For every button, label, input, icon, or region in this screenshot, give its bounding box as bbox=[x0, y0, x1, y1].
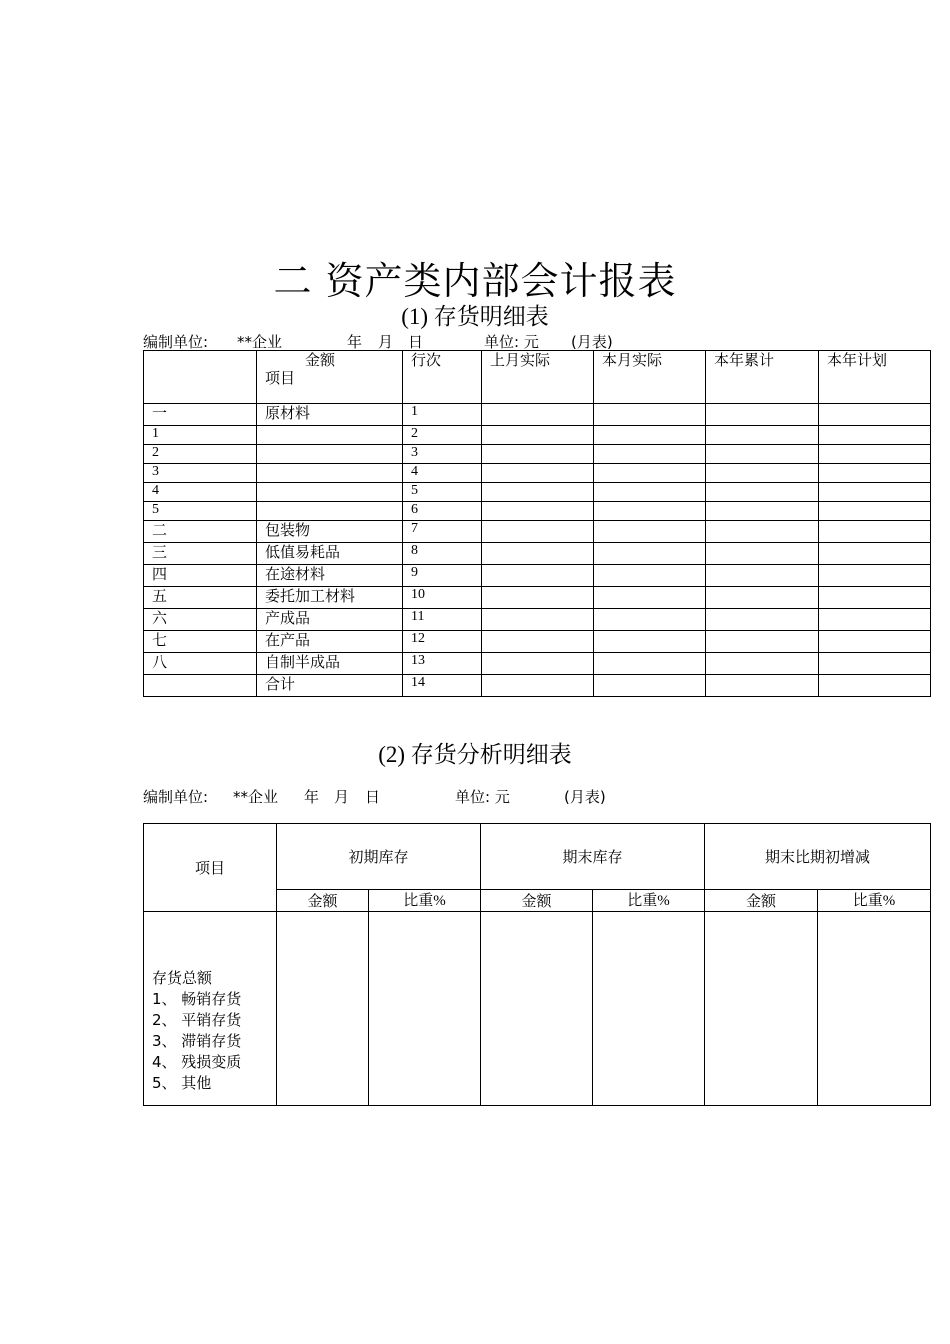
data-cell[interactable] bbox=[594, 426, 706, 445]
data-cell[interactable] bbox=[819, 631, 931, 653]
month-label: 月 bbox=[378, 333, 394, 351]
data-cell[interactable] bbox=[706, 426, 819, 445]
inventory-detail-table bbox=[143, 350, 931, 697]
data-cell[interactable] bbox=[594, 521, 706, 543]
row-line-no: 8 bbox=[403, 543, 482, 565]
data-cell[interactable] bbox=[594, 464, 706, 483]
header-line-no: 行次 bbox=[403, 351, 482, 404]
header-amount-1: 金额 bbox=[277, 890, 369, 912]
row-number: 五 bbox=[144, 587, 257, 609]
data-cell[interactable] bbox=[482, 426, 594, 445]
data-cell[interactable] bbox=[819, 404, 931, 426]
row-item-name: 在途材料 bbox=[257, 565, 403, 587]
data-cell[interactable] bbox=[706, 631, 819, 653]
data-cell[interactable] bbox=[819, 426, 931, 445]
row-number bbox=[144, 675, 257, 697]
data-cell[interactable] bbox=[706, 653, 819, 675]
data-cell[interactable] bbox=[277, 912, 369, 1106]
data-cell[interactable] bbox=[482, 483, 594, 502]
header-amount-2: 金额 bbox=[481, 890, 593, 912]
row-number: 八 bbox=[144, 653, 257, 675]
table-row bbox=[144, 631, 931, 653]
row-item-name bbox=[257, 445, 403, 464]
year-label: 年 bbox=[347, 333, 363, 351]
row-number: 四 bbox=[144, 565, 257, 587]
header-last-month: 上月实际 bbox=[482, 351, 594, 404]
data-cell[interactable] bbox=[706, 521, 819, 543]
row-item-name: 包装物 bbox=[257, 521, 403, 543]
data-cell[interactable] bbox=[594, 502, 706, 521]
data-cell[interactable] bbox=[594, 609, 706, 631]
data-cell[interactable] bbox=[706, 587, 819, 609]
header-amount-3: 金额 bbox=[705, 890, 818, 912]
list-item: 3、 滞销存货 bbox=[152, 1032, 242, 1050]
data-cell[interactable] bbox=[482, 464, 594, 483]
data-cell[interactable] bbox=[482, 502, 594, 521]
unit-label-2: 编制单位: bbox=[143, 788, 209, 806]
data-cell[interactable] bbox=[594, 587, 706, 609]
header-opening-stock: 初期库存 bbox=[277, 824, 481, 890]
data-cell[interactable] bbox=[819, 565, 931, 587]
data-cell[interactable] bbox=[706, 502, 819, 521]
day-label-2: 日 bbox=[365, 788, 381, 806]
data-cell[interactable] bbox=[594, 675, 706, 697]
data-cell[interactable] bbox=[706, 675, 819, 697]
row-number: 三 bbox=[144, 543, 257, 565]
header-closing-stock: 期末库存 bbox=[481, 824, 705, 890]
row-item-name: 在产品 bbox=[257, 631, 403, 653]
data-cell[interactable] bbox=[706, 445, 819, 464]
row-number: 3 bbox=[144, 464, 257, 483]
data-cell[interactable] bbox=[594, 653, 706, 675]
table-row bbox=[144, 464, 931, 483]
data-cell[interactable] bbox=[706, 565, 819, 587]
data-cell[interactable] bbox=[819, 502, 931, 521]
header-amount: 金额 bbox=[305, 351, 336, 369]
table-header-row bbox=[144, 351, 931, 404]
row-line-no: 12 bbox=[403, 631, 482, 653]
row-line-no: 1 bbox=[403, 404, 482, 426]
data-cell[interactable] bbox=[482, 565, 594, 587]
table-row bbox=[144, 483, 931, 502]
row-number: 4 bbox=[144, 483, 257, 502]
row-line-no: 13 bbox=[403, 653, 482, 675]
data-cell[interactable] bbox=[819, 587, 931, 609]
row-item-name bbox=[257, 464, 403, 483]
row-number: 二 bbox=[144, 521, 257, 543]
data-cell[interactable] bbox=[594, 404, 706, 426]
table-row bbox=[144, 404, 931, 426]
table-row bbox=[144, 912, 931, 1106]
row-line-no: 7 bbox=[403, 521, 482, 543]
header-ytd: 本年累计 bbox=[706, 351, 819, 404]
table-row bbox=[144, 502, 931, 521]
data-cell[interactable] bbox=[706, 464, 819, 483]
row-line-no: 5 bbox=[403, 483, 482, 502]
header-this-month: 本月实际 bbox=[594, 351, 706, 404]
row-line-no: 14 bbox=[403, 675, 482, 697]
row-number: 2 bbox=[144, 445, 257, 464]
row-item-name: 产成品 bbox=[257, 609, 403, 631]
data-cell[interactable] bbox=[706, 543, 819, 565]
data-cell[interactable] bbox=[819, 483, 931, 502]
inventory-table-title: (1) 存货明细表 bbox=[401, 304, 549, 329]
data-cell[interactable] bbox=[594, 631, 706, 653]
header-item-2: 项目 bbox=[144, 824, 277, 912]
data-cell[interactable] bbox=[482, 404, 594, 426]
row-line-no: 6 bbox=[403, 502, 482, 521]
year-label-2: 年 bbox=[304, 788, 320, 806]
header-amount-item-cell bbox=[257, 351, 403, 404]
row-item-name: 自制半成品 bbox=[257, 653, 403, 675]
data-cell[interactable] bbox=[482, 631, 594, 653]
data-cell[interactable] bbox=[594, 483, 706, 502]
list-item: 1、 畅销存货 bbox=[152, 990, 242, 1008]
month-label-2: 月 bbox=[334, 788, 350, 806]
analysis-table-title: (2) 存货分析明细表 bbox=[378, 742, 572, 767]
data-cell[interactable] bbox=[482, 445, 594, 464]
report-period-2: (月表) bbox=[564, 788, 606, 806]
row-number: 1 bbox=[144, 426, 257, 445]
report-period: (月表) bbox=[571, 333, 613, 351]
header-change: 期末比期初增减 bbox=[705, 824, 931, 890]
data-cell[interactable] bbox=[706, 609, 819, 631]
header-ratio-1: 比重% bbox=[369, 890, 481, 912]
table-row bbox=[144, 675, 931, 697]
row-item-name: 原材料 bbox=[257, 404, 403, 426]
day-label: 日 bbox=[408, 333, 424, 351]
data-cell[interactable] bbox=[819, 445, 931, 464]
header-annual-plan: 本年计划 bbox=[819, 351, 931, 404]
header-blank-cell bbox=[144, 351, 257, 404]
data-cell[interactable] bbox=[819, 609, 931, 631]
data-cell[interactable] bbox=[482, 543, 594, 565]
data-cell[interactable] bbox=[819, 521, 931, 543]
header-ratio-2: 比重% bbox=[593, 890, 705, 912]
currency-unit: 单位: 元 bbox=[484, 333, 539, 351]
row-item-name: 委托加工材料 bbox=[257, 587, 403, 609]
unit-label: 编制单位: bbox=[143, 333, 209, 351]
row-number: 六 bbox=[144, 609, 257, 631]
currency-unit-2: 单位: 元 bbox=[455, 788, 510, 806]
data-cell[interactable] bbox=[481, 912, 593, 1106]
row-line-no: 11 bbox=[403, 609, 482, 631]
row-line-no: 2 bbox=[403, 426, 482, 445]
page-title: 二 资产类内部会计报表 bbox=[273, 259, 677, 303]
data-cell[interactable] bbox=[594, 445, 706, 464]
table-row bbox=[144, 426, 931, 445]
data-cell[interactable] bbox=[705, 912, 818, 1106]
row-item-name bbox=[257, 426, 403, 445]
table-row bbox=[144, 445, 931, 464]
data-cell[interactable] bbox=[369, 912, 481, 1106]
data-cell[interactable] bbox=[482, 653, 594, 675]
row-item-name: 低值易耗品 bbox=[257, 543, 403, 565]
data-cell[interactable] bbox=[482, 609, 594, 631]
row-number: 七 bbox=[144, 631, 257, 653]
row-number: 一 bbox=[144, 404, 257, 426]
data-cell[interactable] bbox=[482, 521, 594, 543]
row-number: 5 bbox=[144, 502, 257, 521]
table-row bbox=[144, 653, 931, 675]
list-item: 4、 残损变质 bbox=[152, 1053, 242, 1071]
data-cell[interactable] bbox=[482, 587, 594, 609]
item-list-cell bbox=[144, 912, 277, 1106]
data-cell[interactable] bbox=[819, 543, 931, 565]
data-cell[interactable] bbox=[819, 653, 931, 675]
header-item: 项目 bbox=[265, 369, 296, 387]
list-item: 2、 平销存货 bbox=[152, 1011, 242, 1029]
table-row bbox=[144, 543, 931, 565]
row-line-no: 4 bbox=[403, 464, 482, 483]
company-name-2: **企业 bbox=[233, 788, 279, 806]
table-row bbox=[144, 587, 931, 609]
company-name: **企业 bbox=[237, 333, 283, 351]
data-cell[interactable] bbox=[594, 543, 706, 565]
data-cell[interactable] bbox=[818, 912, 931, 1106]
list-item: 存货总额 bbox=[152, 969, 213, 987]
row-item-name bbox=[257, 483, 403, 502]
data-cell[interactable] bbox=[593, 912, 705, 1106]
data-cell[interactable] bbox=[706, 483, 819, 502]
list-item: 5、 其他 bbox=[152, 1074, 212, 1092]
row-item-name: 合计 bbox=[257, 675, 403, 697]
data-cell[interactable] bbox=[706, 404, 819, 426]
data-cell[interactable] bbox=[594, 565, 706, 587]
data-cell[interactable] bbox=[819, 464, 931, 483]
inventory-analysis-table bbox=[143, 823, 931, 1106]
data-cell[interactable] bbox=[819, 675, 931, 697]
data-cell[interactable] bbox=[482, 675, 594, 697]
row-line-no: 3 bbox=[403, 445, 482, 464]
table-row bbox=[144, 609, 931, 631]
group-header-row bbox=[144, 824, 931, 890]
header-ratio-3: 比重% bbox=[818, 890, 931, 912]
row-item-name bbox=[257, 502, 403, 521]
table-row bbox=[144, 521, 931, 543]
row-line-no: 10 bbox=[403, 587, 482, 609]
table-row bbox=[144, 565, 931, 587]
row-line-no: 9 bbox=[403, 565, 482, 587]
